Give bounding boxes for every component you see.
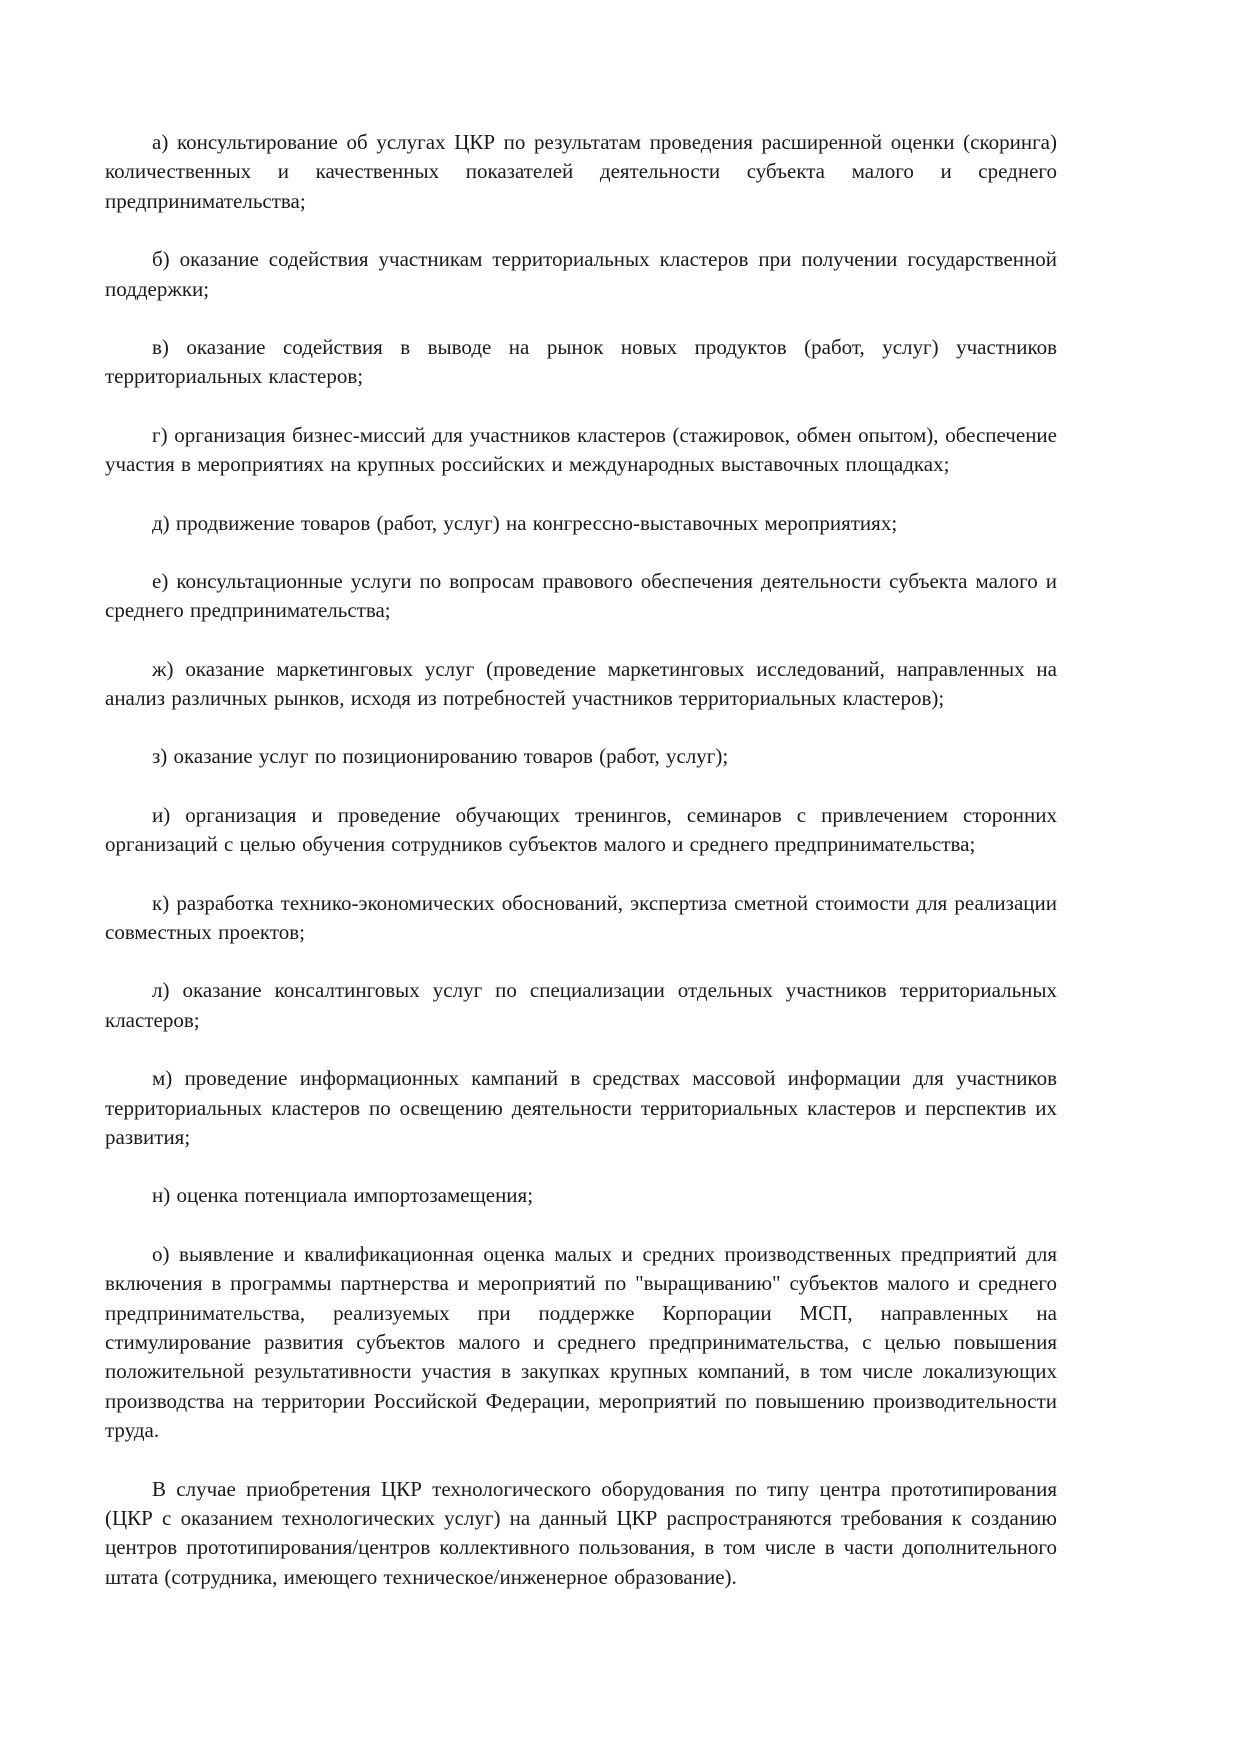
paragraph-n: н) оценка потенциала импортозамещения; (152, 1183, 534, 1208)
paragraph-i: и) организация и проведение обучающих тренингов, семинаров с привлечением сторонних организаций с целью обучения сотрудников субъектов малого и среднего предпринимательства; (105, 802, 1057, 857)
paragraph-g: г) организация бизнес-миссий для участников кластеров (стажировок, обмен опытом), обеспечение участия в мероприятиях на крупных российских и международных выставочных площадках; (105, 422, 1057, 477)
paragraph-e: е) консультационные услуги по вопросам правового обеспечения деятельности субъекта малого и среднего предпринимательства; (105, 568, 1057, 623)
paragraph-zh: ж) оказание маркетинговых услуг (проведение маркетинговых исследований, направленных на анализ различных рынков, исходя из потребностей участников территориальных кластеров); (105, 656, 1057, 711)
paragraph-m: м) проведение информационных кампаний в средствах массовой информации для участников территориальных кластеров по освещению деятельности территориальных кластеров и перспектив их развития; (105, 1066, 1057, 1149)
paragraph-k: к) разработка технико-экономических обоснований, экспертиза сметной стоимости для реализации совместных проектов; (105, 890, 1057, 945)
paragraph-d: д) продвижение товаров (работ, услуг) на конгрессно-выставочных мероприятиях; (152, 510, 898, 535)
paragraph-o: о) выявление и квалификационная оценка малых и средних производственных предприятий для включения в программы партнерства и мероприятий по "выращиванию" субъектов малого и среднего предпринимательства, реализуемых при поддержке Корпорации МСП, направленных на стимулирование развития субъектов малого и среднего предпринимательства, с целью повышения положительной результативности участия в закупках крупных компаний, в том числе локализующих производства на территории Российской Федерации, мероприятий по повышению производительности труда. (105, 1241, 1057, 1443)
paragraph-v: в) оказание содействия в выводе на рынок новых продуктов (работ, услуг) участников территориальных кластеров; (105, 334, 1057, 389)
paragraph-b: б) оказание содействия участникам территориальных кластеров при получении государственной поддержки; (105, 247, 1057, 301)
paragraph-l: л) оказание консалтинговых услуг по специализации отдельных участников территориальных кластеров; (105, 978, 1057, 1032)
paragraph-final: В случае приобретения ЦКР технологического оборудования по типу центра прототипирования (ЦКР с оказанием технологических услуг) на данный ЦКР распространяются требования к созданию центров прототипирования/центров коллективного пользования, в том числе в части дополнительного штата (сотрудника, имеющего техническое/инженерное образование). (105, 1476, 1057, 1589)
paragraph-z: з) оказание услуг по позиционированию товаров (работ, услуг); (152, 744, 729, 769)
paragraph-a: а) консультирование об услугах ЦКР по результатам проведения расширенной оценки (скоринга) количественных и качественных показателей деятельности субъекта малого и среднего предпринимательства; (105, 130, 1057, 213)
